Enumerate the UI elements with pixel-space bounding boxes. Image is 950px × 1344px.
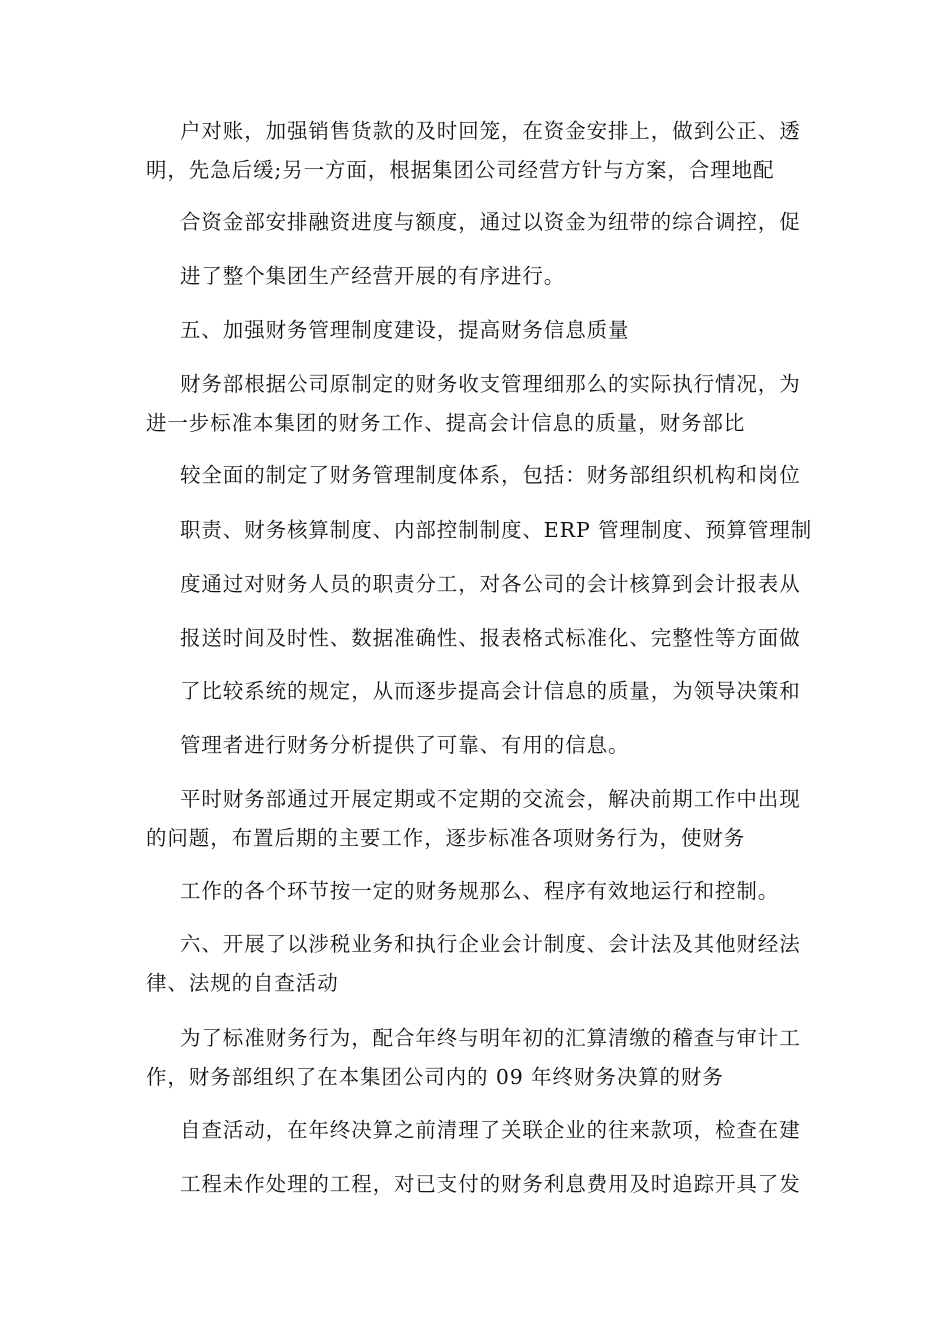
text-line: 合资金部安排融资进度与额度，通过以资金为纽带的综合调控，促 <box>180 210 801 234</box>
text-line: 报送时间及时性、数据准确性、报表格式标准化、完整性等方面做 <box>180 626 801 650</box>
text-line: 进了整个集团生产经营开展的有序进行。 <box>180 264 566 288</box>
text-line: 进一步标准本集团的财务工作、提高会计信息的质量，财务部比 <box>146 411 746 435</box>
text-line: 自查活动，在年终决算之前清理了关联企业的往来款项，检查在建 <box>180 1118 801 1142</box>
text-line: 管理者进行财务分析提供了可靠、有用的信息。 <box>180 733 630 757</box>
text-line: 为了标准财务行为，配合年终与明年初的汇算清缴的稽查与审计工 <box>180 1026 801 1050</box>
text-line: 工作的各个环节按一定的财务规那么、程序有效地运行和控制。 <box>180 879 780 903</box>
text-line: 明，先急后缓;另一方面，根据集团公司经营方针与方案，合理地配 <box>146 158 775 182</box>
section-heading: 六、开展了以涉税业务和执行企业会计制度、会计法及其他财经法 <box>180 932 801 956</box>
text-line: 财务部根据公司原制定的财务收支管理细那么的实际执行情况，为 <box>180 372 801 396</box>
text-line: 较全面的制定了财务管理制度体系，包括：财务部组织机构和岗位 <box>180 463 801 487</box>
text-line: 度通过对财务人员的职责分工，对各公司的会计核算到会计报表从 <box>180 572 801 596</box>
section-heading: 五、加强财务管理制度建设，提高财务信息质量 <box>180 318 630 342</box>
text-line: 作，财务部组织了在本集团公司内的 09 年终财务决算的财务 <box>146 1065 724 1089</box>
text-line: 的问题，布置后期的主要工作，逐步标准各项财务行为，使财务 <box>146 826 746 850</box>
text-line: 职责、财务核算制度、内部控制制度、ERP 管理制度、预算管理制 <box>180 518 813 542</box>
text-line: 平时财务部通过开展定期或不定期的交流会，解决前期工作中出现 <box>180 787 801 811</box>
text-line: 工程未作处理的工程，对已支付的财务利息费用及时追踪开具了发 <box>180 1172 801 1196</box>
text-line: 户对账，加强销售货款的及时回笼，在资金安排上，做到公正、透 <box>180 119 801 143</box>
section-heading: 律、法规的自查活动 <box>146 971 339 995</box>
text-line: 了比较系统的规定，从而逐步提高会计信息的质量，为领导决策和 <box>180 679 801 703</box>
